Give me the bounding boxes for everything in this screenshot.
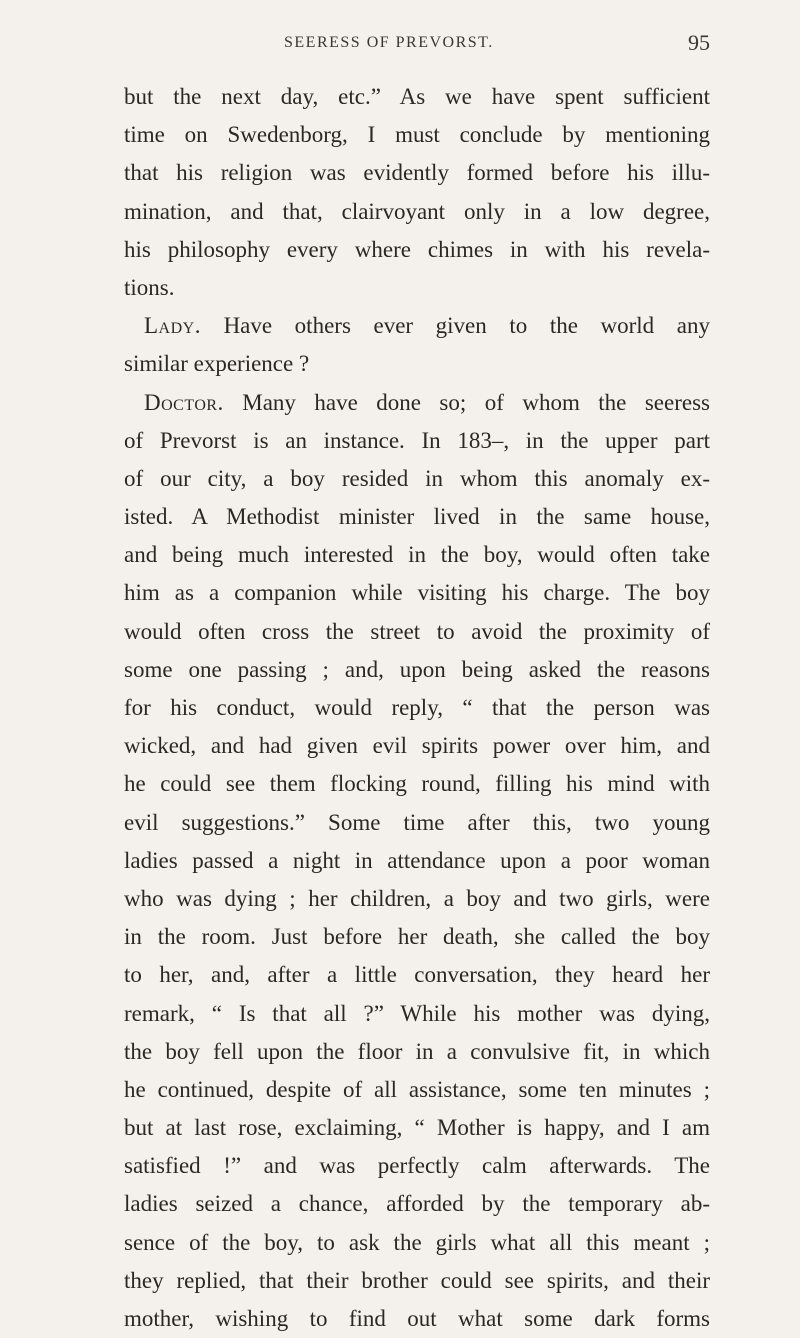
- line-text: they replied, that their brother could see spirits, and their: [124, 1267, 710, 1293]
- line-text: mother, wishing to find out what some dark forms: [124, 1306, 710, 1331]
- line-text: sence of the boy, to ask the girls what all this meant ;: [124, 1229, 710, 1255]
- text-line: [124, 995, 710, 1033]
- speaker-name: Lady.: [144, 313, 201, 339]
- line-text: to her, and, after a little conversation, they heard her: [124, 962, 710, 988]
- text-line: [124, 231, 710, 269]
- line-text: similar experience ?: [124, 351, 310, 377]
- text-line: [124, 956, 710, 994]
- page-number: 95: [688, 30, 710, 55]
- text-line: [124, 1147, 710, 1185]
- line-text: Have others ever given to the world any: [200, 313, 710, 339]
- line-text: that his religion was evidently formed before his illu-: [124, 160, 710, 186]
- text-line: [124, 1300, 710, 1338]
- text-line: [124, 842, 710, 880]
- text-line: [124, 536, 710, 574]
- line-text: who was dying ; her children, a boy and two girls, were: [124, 885, 710, 911]
- body-text: [124, 78, 710, 1338]
- line-text: remark, “ Is that all ?” While his mother was dying,: [124, 1000, 710, 1026]
- text-line: [124, 880, 710, 918]
- text-line: [124, 1262, 710, 1300]
- text-line: [124, 307, 710, 345]
- text-line: [124, 1109, 710, 1147]
- line-text: he continued, despite of all assistance, some ten minutes ;: [124, 1076, 710, 1102]
- text-line: [124, 613, 710, 651]
- line-text: wicked, and had given evil spirits power over him, and: [124, 733, 710, 759]
- text-line: [124, 193, 710, 231]
- line-text: some one passing ; and, upon being asked the reasons: [124, 656, 710, 682]
- line-text: him as a companion while visiting his charge. The boy: [124, 580, 710, 606]
- text-line: [124, 384, 710, 422]
- text-line: [124, 765, 710, 803]
- line-text: the boy fell upon the floor in a convulsive fit, in which: [124, 1038, 710, 1064]
- text-line: [124, 651, 710, 689]
- text-line: [124, 1185, 710, 1223]
- line-text: he could see them flocking round, filling his mind with: [124, 771, 710, 797]
- running-head: [124, 30, 710, 66]
- line-text: and being much interested in the boy, would often take: [124, 542, 710, 568]
- text-line: [124, 727, 710, 765]
- text-line: [124, 804, 710, 842]
- line-text: ladies seized a chance, afforded by the temporary ab-: [124, 1191, 710, 1217]
- text-line: [124, 574, 710, 612]
- line-text: Many have done so; of whom the seeress: [223, 389, 710, 415]
- text-line: [124, 422, 710, 460]
- line-text: for his conduct, would reply, “ that the person was: [124, 695, 710, 720]
- text-line: [124, 918, 710, 956]
- line-text: of Prevorst is an instance. In 183–, in the upper part: [124, 427, 710, 453]
- line-text: mination, and that, clairvoyant only in a low degree,: [124, 198, 710, 224]
- text-line: [124, 1071, 710, 1109]
- text-line: [124, 269, 710, 307]
- text-line: [124, 1033, 710, 1071]
- line-text: would often cross the street to avoid the proximity of: [124, 618, 710, 644]
- speaker-name: Doctor.: [144, 389, 224, 415]
- line-text: in the room. Just before her death, she called the boy: [124, 924, 710, 950]
- line-text: but the next day, etc.” As we have spent sufficient: [124, 84, 710, 109]
- running-head-title: SEERESS OF PREVORST.: [284, 34, 494, 51]
- line-text: tions.: [124, 274, 175, 300]
- line-text: isted. A Methodist minister lived in the same house,: [124, 504, 710, 530]
- line-text: of our city, a boy resided in whom this anomaly ex-: [124, 465, 710, 491]
- line-text: but at last rose, exclaiming, “ Mother is happy, and I am: [124, 1115, 710, 1141]
- text-line: [124, 1224, 710, 1262]
- line-text: evil suggestions.” Some time after this, two young: [124, 809, 710, 835]
- line-text: time on Swedenborg, I must conclude by mentioning: [124, 122, 710, 148]
- line-text: ladies passed a night in attendance upon a poor woman: [124, 847, 710, 873]
- text-line: [124, 498, 710, 536]
- text-line: [124, 460, 710, 498]
- line-text: satisfied !” and was perfectly calm afterwards. The: [124, 1153, 710, 1179]
- text-line: [124, 116, 710, 154]
- text-line: [124, 78, 710, 116]
- text-line: [124, 154, 710, 192]
- line-text: his philosophy every where chimes in with his revela-: [124, 236, 710, 262]
- text-line: [124, 345, 710, 383]
- text-line: [124, 689, 710, 727]
